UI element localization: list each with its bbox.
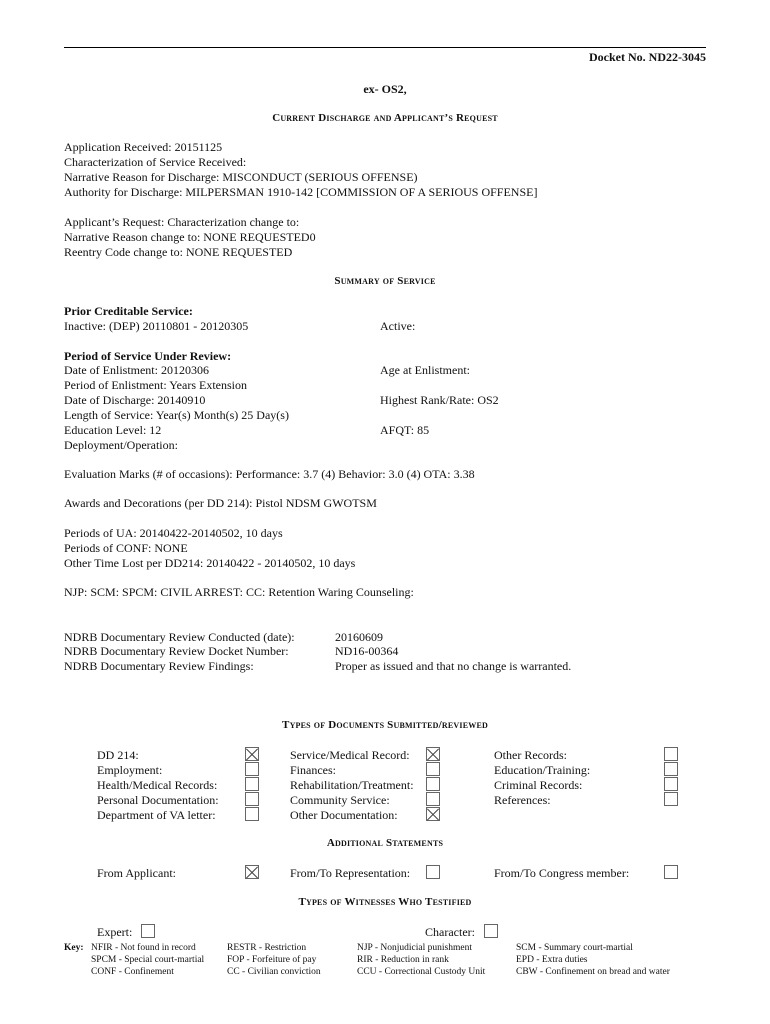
authority-discharge: Authority for Discharge: MILPERSMAN 1910-142 [COMMISSION OF A SERIOUS OFFENSE] [64, 185, 538, 199]
doc-va-label: Department of VA letter: [97, 808, 216, 822]
doc-references-checkbox[interactable] [664, 792, 678, 806]
doc-criminal-checkbox[interactable] [664, 777, 678, 791]
enlistment-date: Date of Enlistment: 20120306 [64, 363, 209, 377]
awards: Awards and Decorations (per DD 214): Pistol NDSM GWOTSM [64, 496, 377, 510]
key-item: RESTR - Restriction [227, 943, 307, 953]
prior-heading: Prior Creditable Service: [64, 304, 193, 318]
doc-other-doc-checkbox[interactable] [426, 807, 440, 821]
age-at-enlistment: Age at Enlistment: [380, 363, 470, 377]
doc-education-label: Education/Training: [494, 763, 591, 777]
ndrb-findings-value: Proper as issued and that no change is warranted. [335, 659, 572, 673]
njp-line: NJP: SCM: SPCM: CIVIL ARREST: CC: Retention Waring Counseling: [64, 585, 414, 599]
document-title: ex- OS2, [363, 82, 407, 96]
section-additional-statements: Additional Statements [326, 837, 444, 849]
ndrb-docket-label: NDRB Documentary Review Docket Number: [64, 644, 289, 658]
section-witnesses: Types of Witnesses Who Testified [298, 896, 472, 908]
discharge-date: Date of Discharge: 20140910 [64, 393, 206, 407]
docket-number: Docket No. ND22-3045 [589, 50, 706, 64]
ndrb-findings-label: NDRB Documentary Review Findings: [64, 659, 254, 673]
doc-criminal-label: Criminal Records: [494, 778, 583, 792]
doc-service-medical-checkbox[interactable] [426, 747, 440, 761]
key-item: SCM - Summary court-martial [516, 943, 633, 953]
characterization: Characterization of Service Received: [64, 155, 247, 169]
witness-character-label: Character: [425, 925, 475, 939]
doc-dd214-checkbox[interactable] [245, 747, 259, 761]
doc-rehab-checkbox[interactable] [426, 777, 440, 791]
section-types-documents: Types of Documents Submitted/reviewed [282, 719, 488, 731]
key-item: CC - Civilian conviction [227, 967, 321, 977]
enlistment-period: Period of Enlistment: Years Extension [64, 378, 247, 392]
key-label: Key: [64, 943, 84, 953]
statement-applicant-label: From Applicant: [97, 866, 176, 880]
doc-finances-label: Finances: [290, 763, 336, 777]
doc-va-checkbox[interactable] [245, 807, 259, 821]
key-item: CCU - Correctional Custody Unit [357, 967, 486, 977]
request-characterization: Applicant’s Request: Characterization change to: [64, 215, 300, 229]
afqt: AFQT: 85 [380, 423, 430, 437]
prior-active: Active: [380, 319, 416, 333]
doc-community-label: Community Service: [290, 793, 390, 807]
statement-representation-label: From/To Representation: [290, 866, 411, 880]
periods-conf: Periods of CONF: NONE [64, 541, 188, 555]
section-summary: Summary of Service [334, 275, 436, 287]
doc-health-label: Health/Medical Records: [97, 778, 218, 792]
doc-service-medical-label: Service/Medical Record: [290, 748, 410, 762]
length-of-service: Length of Service: Year(s) Month(s) 25 Day(s) [64, 408, 289, 422]
periods-ua: Periods of UA: 20140422-20140502, 10 days [64, 526, 283, 540]
doc-other-records-checkbox[interactable] [664, 747, 678, 761]
statement-representation-checkbox[interactable] [426, 865, 440, 879]
application-received: Application Received: 20151125 [64, 140, 223, 154]
request-narrative: Narrative Reason change to: NONE REQUESTED0 [64, 230, 316, 244]
key-item: EPD - Extra duties [516, 955, 588, 965]
doc-other-doc-label: Other Documentation: [290, 808, 398, 822]
section-current-discharge: Current Discharge and Applicant’s Request [272, 112, 498, 124]
key-item: SPCM - Special court-martial [91, 955, 205, 965]
doc-other-records-label: Other Records: [494, 748, 567, 762]
key-item: CBW - Confinement on bread and water [516, 967, 670, 977]
doc-references-label: References: [494, 793, 551, 807]
ndrb-docket-value: ND16-00364 [335, 644, 399, 658]
key-item: NJP - Nonjudicial punishment [357, 943, 472, 953]
doc-employment-checkbox[interactable] [245, 762, 259, 776]
witness-expert-label: Expert: [97, 925, 133, 939]
prior-inactive: Inactive: (DEP) 20110801 - 20120305 [64, 319, 249, 333]
doc-community-checkbox[interactable] [426, 792, 440, 806]
doc-education-checkbox[interactable] [664, 762, 678, 776]
doc-personal-checkbox[interactable] [245, 792, 259, 806]
statement-congress-checkbox[interactable] [664, 865, 678, 879]
statement-applicant-checkbox[interactable] [245, 865, 259, 879]
key-item: CONF - Confinement [91, 967, 174, 977]
doc-employment-label: Employment: [97, 763, 163, 777]
highest-rank: Highest Rank/Rate: OS2 [380, 393, 499, 407]
statement-congress-label: From/To Congress member: [494, 866, 630, 880]
key-item: NFIR - Not found in record [91, 943, 196, 953]
education-level: Education Level: 12 [64, 423, 162, 437]
key-item: FOP - Forfeiture of pay [227, 955, 317, 965]
ndrb-conducted-label: NDRB Documentary Review Conducted (date): [64, 630, 295, 644]
period-heading: Period of Service Under Review: [64, 349, 232, 363]
doc-finances-checkbox[interactable] [426, 762, 440, 776]
doc-personal-label: Personal Documentation: [97, 793, 219, 807]
doc-health-checkbox[interactable] [245, 777, 259, 791]
deployment: Deployment/Operation: [64, 438, 178, 452]
key-item: RIR - Reduction in rank [357, 955, 449, 965]
ndrb-conducted-value: 20160609 [335, 630, 383, 644]
witness-expert-checkbox[interactable] [141, 924, 155, 938]
doc-rehab-label: Rehabilitation/Treatment: [290, 778, 414, 792]
header-rule [64, 47, 706, 48]
doc-dd214-label: DD 214: [97, 748, 139, 762]
other-time-lost: Other Time Lost per DD214: 20140422 - 20140502, 10 days [64, 556, 356, 570]
request-reentry: Reentry Code change to: NONE REQUESTED [64, 245, 293, 259]
witness-character-checkbox[interactable] [484, 924, 498, 938]
narrative-reason: Narrative Reason for Discharge: MISCONDUCT (SERIOUS OFFENSE) [64, 170, 418, 184]
evaluation-marks: Evaluation Marks (# of occasions): Performance: 3.7 (4) Behavior: 3.0 (4) OTA: 3.38 [64, 467, 475, 481]
